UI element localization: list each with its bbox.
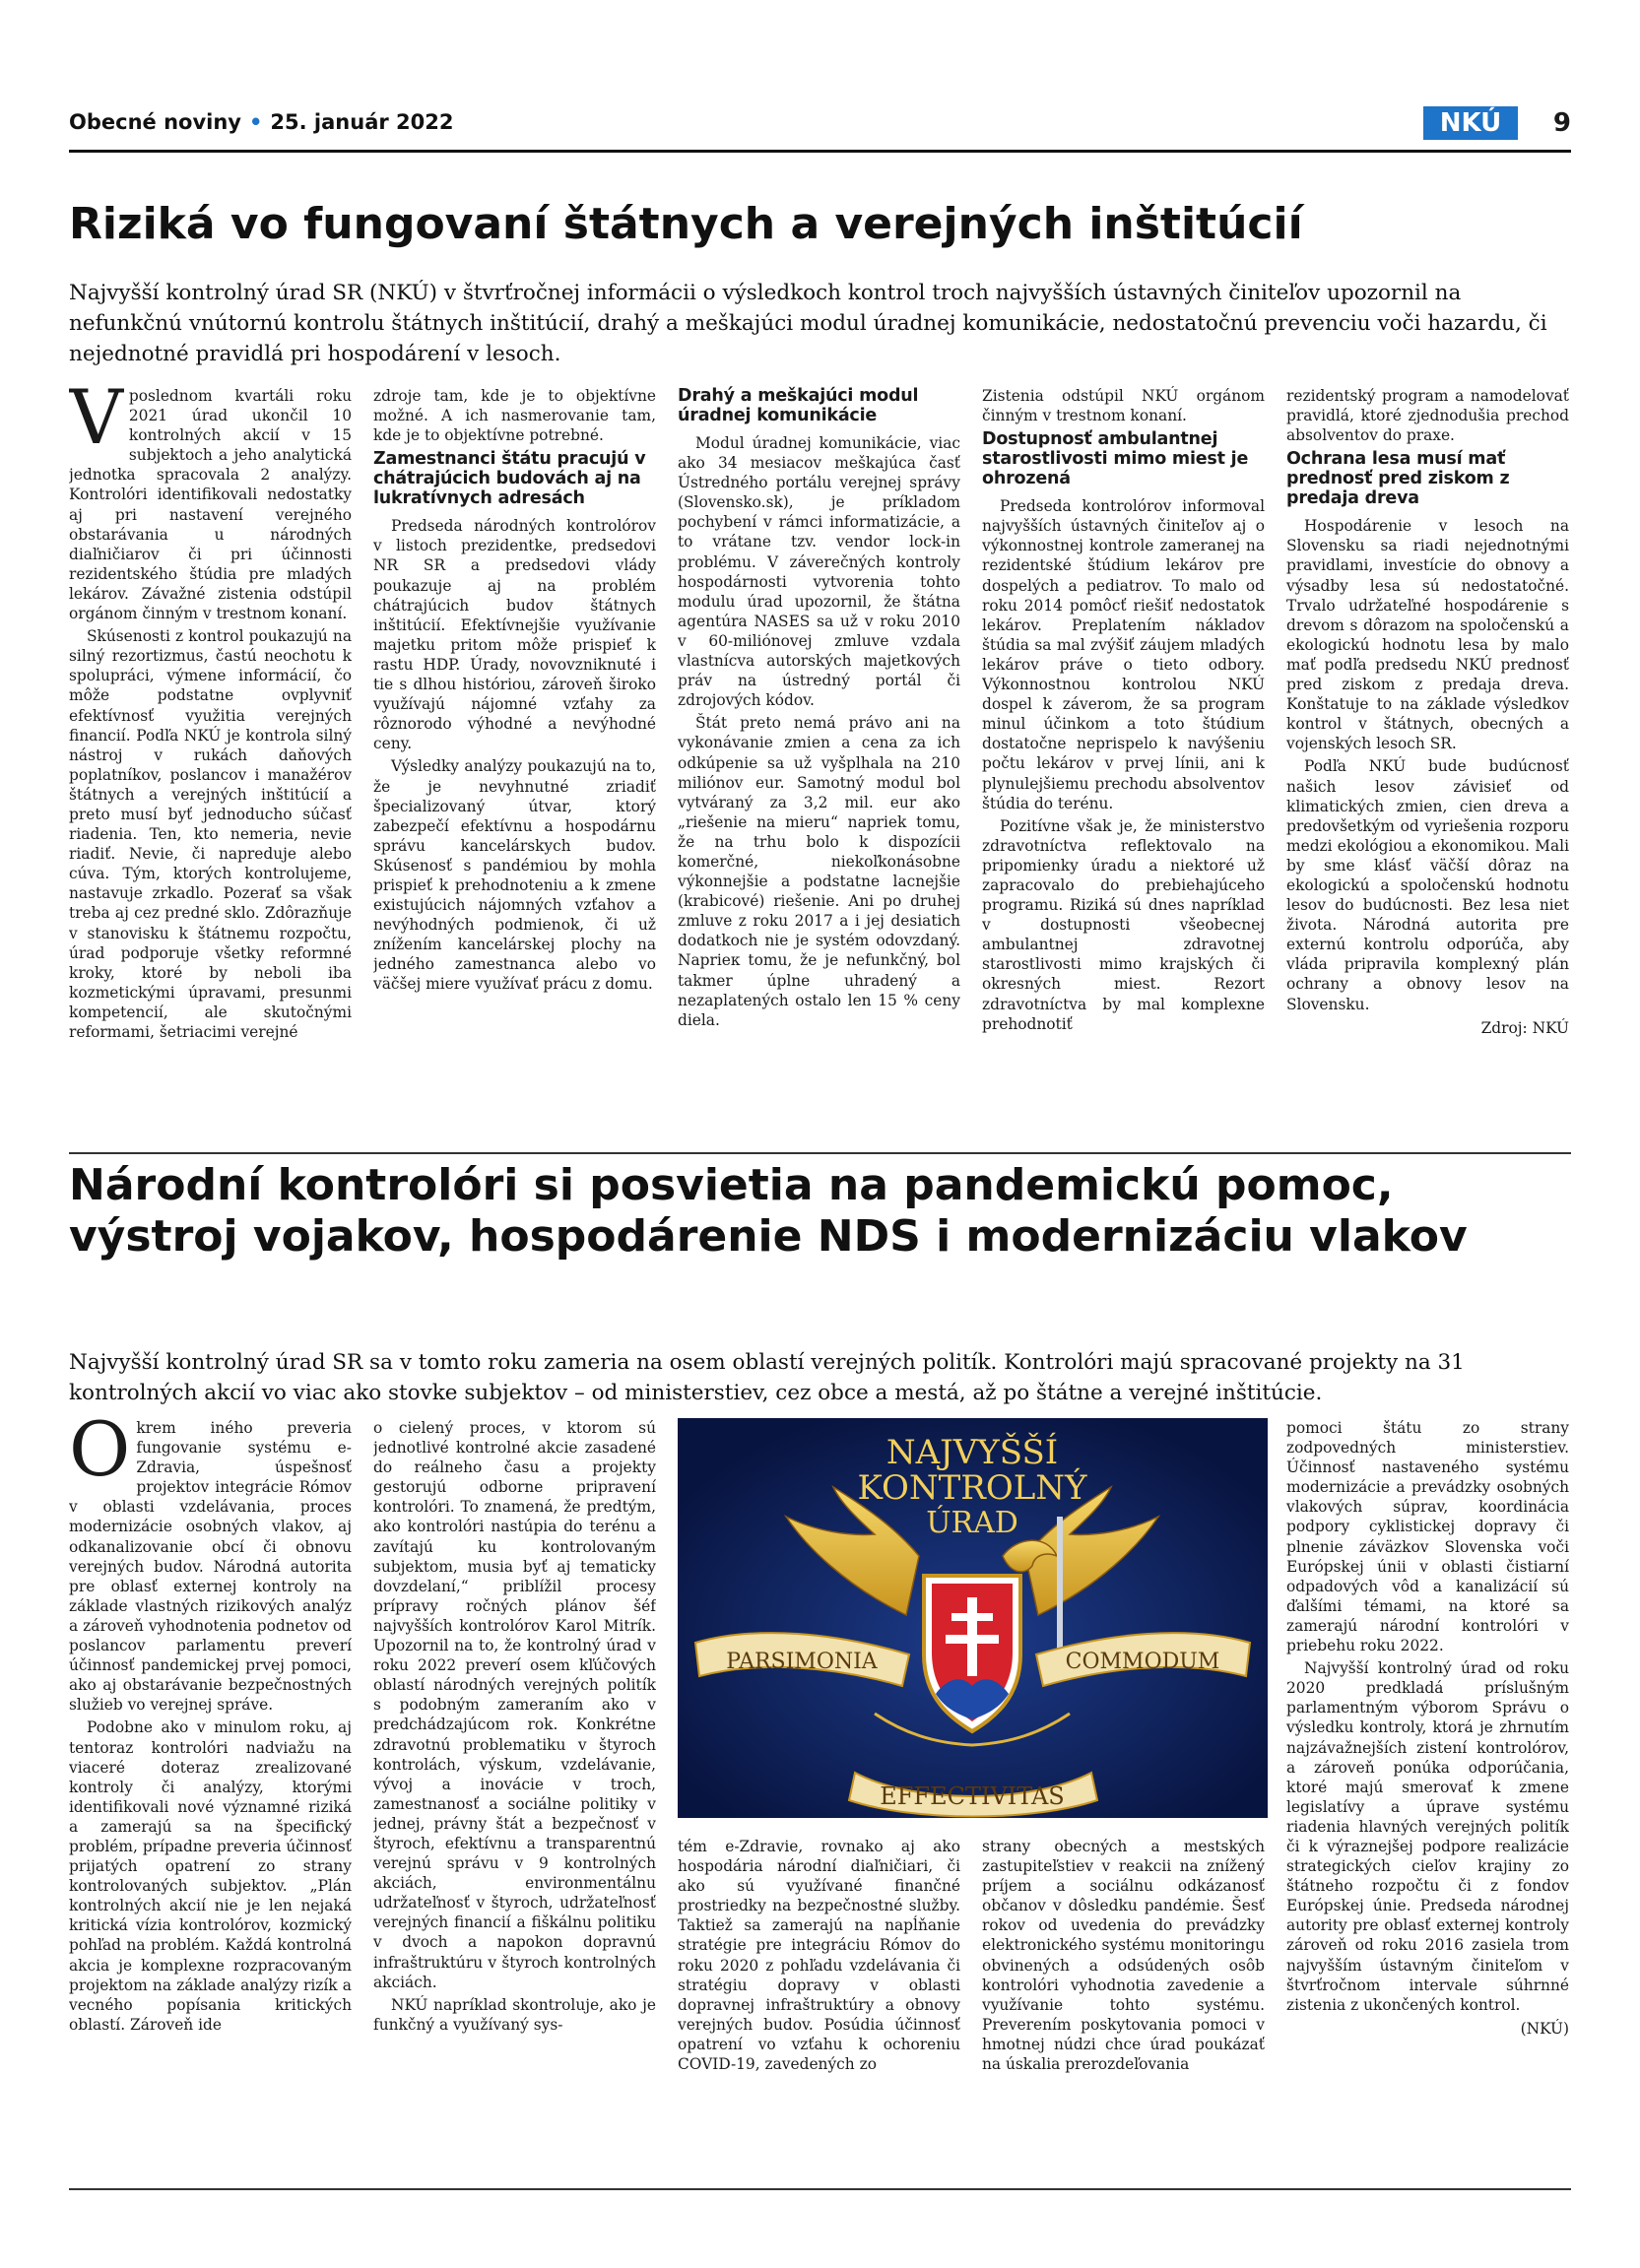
article1-lead: Najvyšší kontrolný úrad SR (NKÚ) v štvrťročnej informácii o výsledkoch kontrol troch najvyšších ústavných činiteľov upozornil na nefunkčnú vnútornú kontrolu štátnych inštitúcií, drahý a meškajúci modul úradnej komunikácie, nedostatočnú prevenciu voči hazardu, či nejednotné pravidlá pri hospodárení v lesoch. [69, 281, 1547, 366]
article1-title: Riziká vo fungovaní štátnych a verejných inštitúcií [69, 199, 1303, 249]
page-header [69, 106, 1571, 150]
paragraph: Podobne ako v minulom roku, aj tentoraz kontrolóri nadviažu na viaceré doteraz zrealizované kontroly či analýzy, ktorými identifikovali nové významné riziká a zamerajú sa na špecifický problém, prípadne preveria účinnosť prijatých opatrení zo strany kontrolovaných subjektov. „Plán kontrolných akcií nie je len nejaká kritická vízia kontrolórov, kozmický pohľad na problém. Každá kontrolná akcia je komplexne rozpracovaným projektom na základe analýzy rizík a vecného popísania kritických oblastí. Zároveň ide [69, 1718, 352, 2034]
ribbon-bottom-text: EFFECTIVITAS [880, 1782, 1065, 1810]
paragraph: Zistenia odstúpil NKÚ orgánom činným v trestnom konaní. [982, 387, 1265, 425]
paragraph: strany obecných a mestských zastupiteľstiev v reakcii na znížený príjem a sociálnu odkázanosť občanov v dôsledku pandémie. Šesť rokov od uvedenia do prevádzky elektronického systému monitoringu obvinených a odsúdených osôb kontrolóri vyhodnotia zavedenie a využívanie tohto systému. Preverením poskytovania pomoci v hmotnej núdzi chce úrad poukázať na úskalia prerozdeľovania [982, 1838, 1265, 2074]
paragraph: tém e-Zdravie, rovnako aj ako hospodária národní diaľničiari, či ako sú využívané finančné prostriedky na bezpečnostné služby. Taktiež sa zamerajú na napĺňanie stratégie pre integráciu Rómov do roku 2020 z pohľadu vzdelávania či stratégiu dopravy v oblasti dopravnej infraštruktúry a obnovy verejných budov. Posúdia účinnosť opatrení vo vzťahu k ochoreniu COVID-19, zavedených zo [678, 1838, 960, 2074]
page-number: 9 [1552, 108, 1571, 138]
article1-col4 [982, 386, 1265, 1144]
paragraph: Skúsenosti z kontrol poukazujú na silný rezortizmus, častú neochotu k spolupráci, výmene informácií, čo môže podstatne ovplyvniť efektívnosť využitia verejných financií. Podľa NKÚ je kontrola silný nástroj v rukách daňových poplatníkov, poslancov i manažérov štátnych a verejných inštitúcií a preto musí byť jednoducho súčasť riadenia. Ten, kto nemeria, nevie riadiť. Nevie, či napreduje alebo cúva. Tým, ktorých kontrolujeme, nastavuje zrkadlo. Pozerať sa však treba aj cez predné sklo. Zdôrazňuje v stanovisku k štátnemu rozpočtu, úrad podporuje všetky reformné kroky, ktoré by neboli iba kozmetickými úpravami, presunmi kompetencií, ale skutočnými reformami, šetriacimi verejné [69, 627, 352, 1041]
dropcap: O [69, 1418, 131, 1493]
emblem-top-text-2: KONTROLNÝ [857, 1468, 1087, 1508]
nku-logo: NKÚ [1423, 106, 1518, 140]
paragraph: Predseda národných kontrolórov v listoch prezidentke, predsedovi NR SR a predsedovi vlády poukazuje aj na problém chátrajúcich budov štátnych inštitúcií. Efektívnejšie využívanie majetku pritom môže prispieť k rastu HDP. Úrady, novovzniknuté i tie s dlhou históriou, zároveň široko využívajú nájomné vzťahy za rôznorodo výhodné a nevýhodné ceny. [373, 517, 656, 753]
paragraph: Štát preto nemá právo ani na vykonávanie zmien a cena za ich odkúpenie sa už vyšplhala na 210 miliónov eur. Samotný modul bol vytváraný za 3,2 mil. eur ako „riešenie na mieru“ napriek tomu, že na trhu bolo k dispozícii komerčné, niekoľkonásobne výkonnejšie a podstatne lacnejšie (krabicové) riešenie. Ani po druhej zmluve z roku 2017 a i jej desiatich dodatkoch nie je systém odovzdaný. Naprieк tomu, že je nefunkčný, bol takmer úplne uhradený a nezaplatených ostalo len 15 % ceny diela. [678, 714, 960, 1029]
dropcap: V [69, 386, 123, 461]
paragraph: Pozitívne však je, že ministerstvo zdravotníctva reflektovalo na pripomienky úradu a niektoré už zapracovalo do prebiehajúceho programu. Riziká sú dnes napríklad v dostupnosti všeobecnej ambulantnej zdravotnej starostlivosti mimo krajských či okresných miest. Rezort zdravotníctva by mal komplexne prehodnotiť [982, 816, 1265, 1033]
paragraph: Výsledky analýzy poukazujú na to, že je nevyhnutné zriadiť špecializovaný útvar, ktorý zabezpečí efektívnu a hospodárnu správu kancelárskych budov. Skúsenosť s pandémiou by mohla prispieť k prehodnoteniu a k zmene existujúcich nájomných vzťahov a nevýhodných podmienok, či už znížením kancelárskej plochy na jedného zamestnanca alebo vo väčšej miere využívať prácu z domu. [373, 757, 656, 994]
paragraph: NKÚ napríklad skontroluje, ako je funkčný a využívaný sys- [373, 1995, 656, 2034]
separator-dot: • [248, 110, 263, 134]
article2-col1 [69, 1418, 352, 2176]
paragraph: rezidentský program a namodelovať pravidlá, ktoré zjednodušia prechod absolventov do praxe. [1286, 387, 1569, 445]
paragraph: o cielený proces, v ktorom sú jednotlivé kontrolné akcie zasadené do reálneho času a projekty gestorujú odborne pripravení kontrolóri. To znamená, že predtým, ako kontrolóri nastúpia do terénu a zavítajú ku kontrolovaným subjektom, musia byť aj tematicky dovzdelaní,“ priblížil procesy prípravy ročných plánov šéf najvyšších kontrolórov Karol Mitrík. Upozornil na to, že kontrolný úrad v roku 2022 preverí osem kľúčových oblastí národných verejných politík s podobným zameraním ako v predchádzajúcom rok. Konkrétne zdravotnú problematiku v štyroch kontrolách, výskum, vzdelávanie, vývoj a inovácie v troch, zamestnanosť a sociálne politiky v jednej, právny štát a bezpečnosť v štyroch, efektívnu a transparentnú verejnú správu v 9 kontrolných akciách, environmentálnu udržateľnosť v štyroch, udržateľnosť verejných financií a fiškálnu politiku v dvoch a napokon dopravnú infraštruktúru v štyroch kontrolných akciách. [373, 1419, 656, 1991]
bottom-divider [69, 2188, 1571, 2190]
article2-lead: Najvyšší kontrolný úrad SR sa v tomto roku zameria na osem oblastí verejných politík. Kontrolóri majú spracované projekty na 31 kontrolných akcií vo viac ako stovke subjektov – od ministerstiev, cez obce a mestá, až po štátne a verejné inštitúcie. [69, 1350, 1465, 1405]
sword [1057, 1517, 1063, 1664]
paragraph: Podľa NKÚ bude budúcnosť našich lesov závisieť od klimatických zmien, cien dreva a predovšetkým od vyriešenia rozporu medzi ekológiou a ekonomikou. Mali by sme klásť väčší dôraz na ekologickú a spoločenskú hodnotu lesov do budúcnosti. Bez lesa niet života. Národná autorita pre externú kontrolu odporúča, aby vláda pripravila komplexný plán ochrany a obnovy lesov na Slovensku. [1286, 757, 1569, 1013]
article2-source: (NKÚ) [1520, 2019, 1569, 2038]
subheading: Ochrana lesa musí mať prednosť pred ziskom z predaja dreva [1286, 449, 1510, 509]
article1-col5 [1286, 386, 1569, 1144]
publication-name: Obecné noviny [69, 110, 241, 134]
paragraph: Predseda kontrolórov informoval najvyšších ústavných činiteľov aj o výkonnostnej kontrole zameranej na rezidentské štúdium lekárov pre dospelých a pediatrov. To malo od roku 2014 pomôcť riešiť nedostatok lekárov. Preplatením nákladov štúdia sa mal zvýšiť záujem mladých lekárov práve o tieto odbory. Výkonnostnou kontrolou NKÚ dospel k záverom, že sa program minul účinkom a toto štúdium dostatočne neprispelo k navýšeniu počtu lekárov v prvej línii, ani k plynulejšiemu prechodu absolventov štúdia do terénu. [982, 497, 1265, 812]
article1-col1 [69, 386, 352, 1144]
paragraph: krem iného preveria fungovanie systému e-Zdravia, úspešnosť projektov integrácie Rómov v oblasti vzdelávania, proces modernizácie osobných vlakov, aj odkanalizovanie obcí či obnovu verejných budov. Národná autorita pre oblasť externej kontroly na základe vlastných rizikových analýz a zároveň vyhodnotenia podnetov od poslancov parlamentu preverí účinnosť pandemickej prvej pomoci, ako aj obstarávanie bezpečnostných služieb vo verejnej správe. [69, 1419, 352, 1715]
emblem-top-text-1: NAJVYŠŠÍ [886, 1433, 1059, 1472]
ribbon-right-text: COMMODUM [1065, 1650, 1220, 1674]
header-rule [69, 150, 1571, 153]
article2-col2 [373, 1418, 656, 2176]
article1-col2 [373, 386, 656, 1144]
subheading: Zamestnanci štátu pracujú v chátrajúcich budovách aj na lukratívnych adresách [373, 449, 646, 509]
paragraph: zdroje tam, kde je to objektívne možné. A ich nasmerovanie tam, kde je to objektívne potrebné. [373, 387, 656, 445]
article2-col5 [1286, 1418, 1569, 2176]
article1-col3 [678, 386, 960, 1144]
issue-date: 25. január 2022 [270, 110, 454, 134]
paragraph: poslednom kvartáli roku 2021 úrad ukončil 10 kontrolných akcií v 15 subjektoch a jeho analytická jednotka spracovala 2 analýzy. Kontrolóri identifikovali nedostatky aj pri nastavení verejného obstarávania u národných diaľničiarov či pri účinnosti rezidentského štúdia pre mladých lekárov. Závažné zistenia odstúpil orgánom činným v trestnom konaní. [69, 387, 352, 623]
ribbon-left-text: PARSIMONIA [726, 1650, 878, 1674]
nku-emblem-image [678, 1418, 1268, 1818]
paragraph: Hospodárenie v lesoch na Slovensku sa riadi nejednotnými pravidlami, investície do obnovy a výsadby lesa sú nedostatočné. Trvalo udržateľné hospodárenie s drevom s dôrazom na spoločenskú a ekologickú hodnotu lesa by malo mať podľa predsedu NKÚ prednosť pred ziskom z predaja dreva. Konštatuje to na základe výsledkov kontrol v štátnych, obecných a vojenských lesoch SR. [1286, 517, 1569, 753]
article1-columns [69, 386, 1571, 1144]
emblem-top-text-3: ÚRAD [926, 1506, 1018, 1540]
emblem-svg [678, 1418, 1268, 1818]
article2-title: Národní kontrolóri si posvietia na pandemickú pomoc, výstroj vojakov, hospodárenie NDS i modernizáciu vlakov [69, 1160, 1468, 1262]
paragraph: Najvyšší kontrolný úrad od roku 2020 predkladá príslušným parlamentným výborom Správu o výsledku kontroly, ktorá je zhrnutím najzávažnejších zistení kontrolórov, a zároveň ponúka odporúčania, ktoré majú smerovať k zmene legislatívy a úprave systému riadenia hlavných verejných politík či k výraznejšej podpore realizácie strategických cieľov krajiny zo štátneho rozpočtu či z fondov Európskej únie. Predseda národnej autority pre oblasť externej kontroly zároveň od roku 2016 zasiela trom najvyšším ústavným činiteľom v štvrťročnom intervale súhrnné zistenia z ukončených kontrol. [1286, 1659, 1569, 2014]
subheading: Dostupnosť ambulantnej starostlivosti mimo miest je ohrozená [982, 429, 1249, 489]
subheading: Drahý a meškajúci modul úradnej komunikácie [678, 386, 919, 425]
article-divider [69, 1152, 1571, 1154]
paragraph: pomoci štátu zo strany zodpovedných ministerstiev. Účinnosť nastaveného systému modernizácie a prevádzky osobných vlakových súprav, koordinácia podpory cyklistickej dopravy či plnenie záväzkov Slovenska voči Európskej únii v oblasti čistiarní odpadových vôd a kanalizácií sú ďalšími témami, na ktoré sa zamerajú národní kontrolóri v priebehu roku 2022. [1286, 1419, 1569, 1655]
article1-source: Zdroj: NKÚ [1480, 1018, 1569, 1037]
paragraph: Modul úradnej komunikácie, viac ako 34 mesiacov meškajúca časť Ústredného portálu verejnej správy (Slovensko.sk), je príkladom pochybení v rámci informatizácie, a to vrátane tzv. vendor lock-in problému. V záverečných kontroly hospodárnosti vytvorenia tohto modulu úrad upozornil, že štátna agentúra NASES sa už v roku 2010 v 60-miliónovej zmluve vzdala vlastnícva autorských majetkových práv na ústredný portál či zdrojových kódov. [678, 434, 960, 710]
publication-line [69, 110, 454, 134]
